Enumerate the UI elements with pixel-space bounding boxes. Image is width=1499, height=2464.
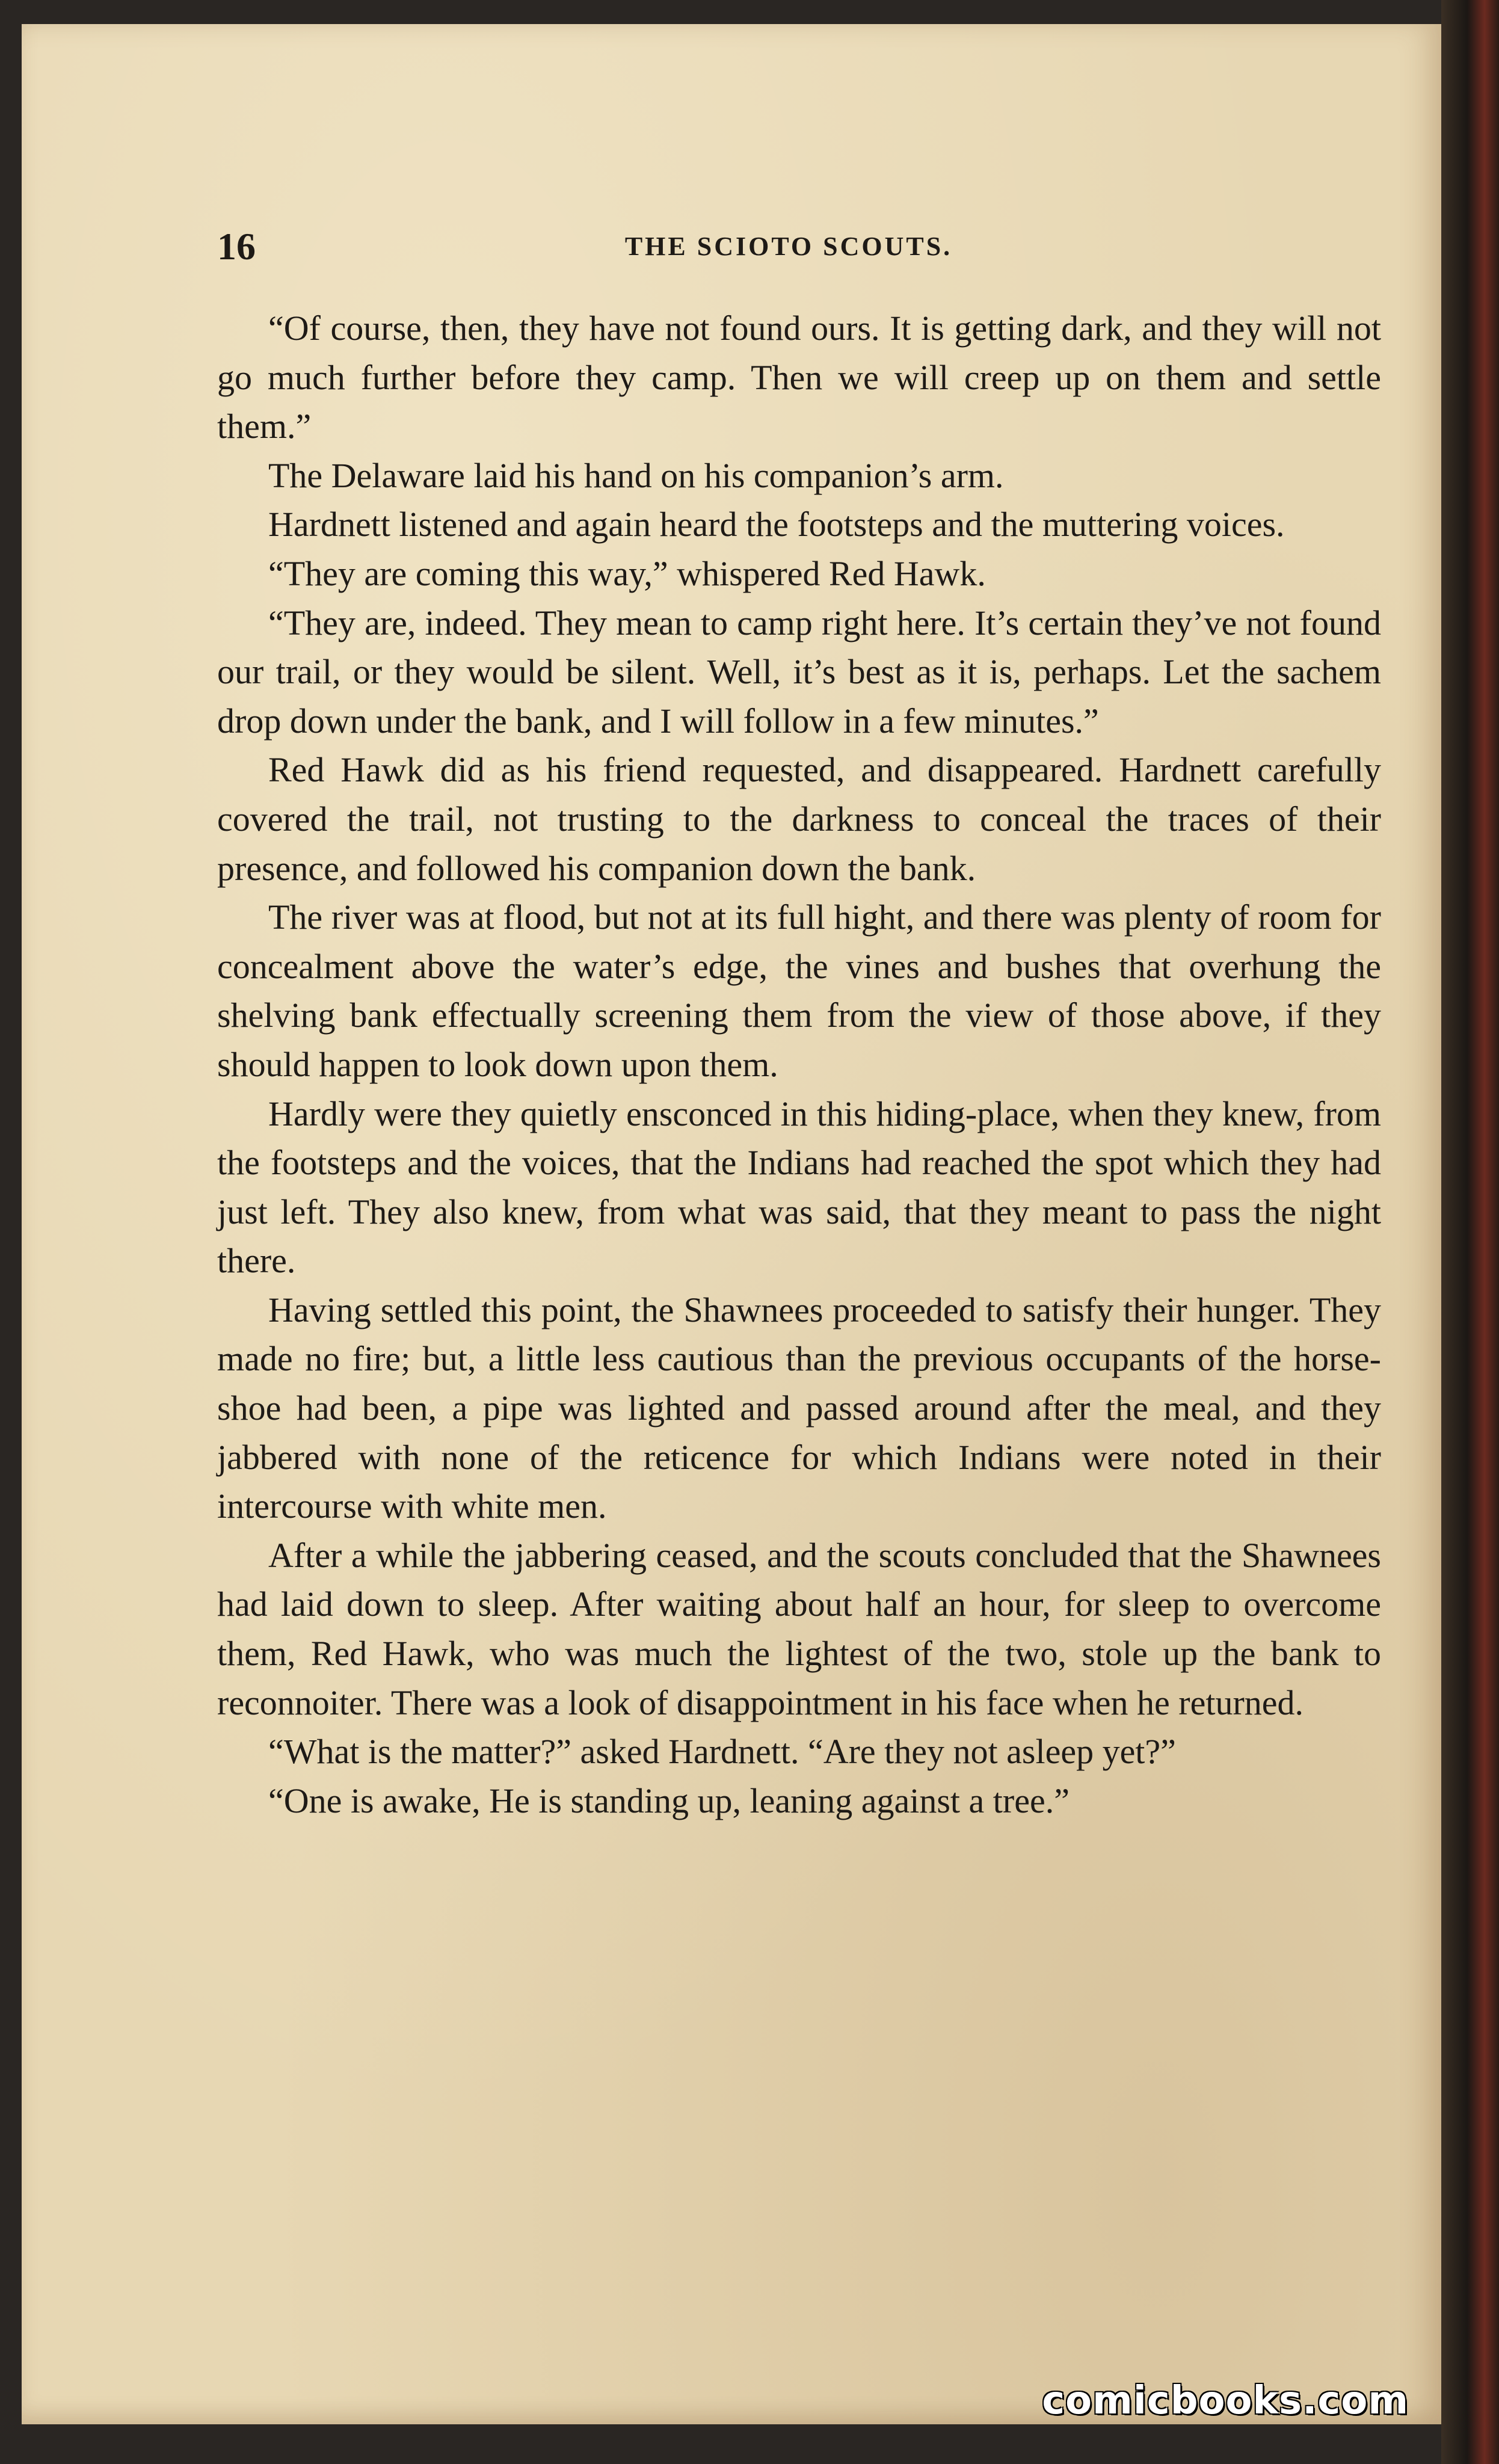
- page-number: 16: [217, 225, 256, 268]
- paragraph: “Of course, then, they have not found ours. It is getting dark, and they will not go much further before they camp. Then we will creep up on them and settle them.”: [217, 309, 1381, 446]
- paragraph: Having settled this point, the Shawnees proceeded to satisfy their hunger. They made no fire; but, a little less cautious than the previous occupants of the horse-shoe had been, a pipe was lighted and passed around after the meal, and they jabbered with none of the reticence for which Indians were noted in their intercourse with white men.: [217, 1290, 1381, 1526]
- watermark: comicbooks.com: [1042, 2379, 1409, 2423]
- paragraph: Red Hawk did as his friend requested, and disappeared. Hardnett carefully covered the trail, not trusting to the darkness to conceal the traces of their presence, and followed his companion down the bank.: [217, 750, 1381, 888]
- paragraph: “They are, indeed. They mean to camp right here. It’s certain they’ve not found our trail, or they would be silent. Well, it’s best as it is, perhaps. Let the sachem drop down under the bank, and I will follow in a few minutes.”: [217, 603, 1381, 741]
- body-text: [217, 304, 1381, 1825]
- book-page: [22, 24, 1441, 2424]
- paragraph: Hardnett listened and again heard the footsteps and the muttering voices.: [268, 505, 1285, 544]
- paragraph: “They are coming this way,” whispered Red Hawk.: [268, 553, 986, 593]
- paragraph: “One is awake, He is standing up, leaning against a tree.”: [268, 1781, 1070, 1820]
- running-title: THE SCIOTO SCOUTS.: [624, 232, 953, 261]
- paragraph: The Delaware laid his hand on his companion’s arm.: [268, 455, 1004, 495]
- paragraph: The river was at flood, but not at its full hight, and there was plenty of room for concealment above the water’s edge, the vines and bushes that overhung the shelving bank effectually screening them from the view of those above, if they should happen to look down upon them.: [217, 898, 1381, 1084]
- paragraph: After a while the jabbering ceased, and the scouts concluded that the Shawnees had laid down to sleep. After waiting about half an hour, for sleep to overcome them, Red Hawk, who was much the lightest of the two, stole up the bank to reconnoiter. There was a look of disappointment in his face when he returned.: [217, 1535, 1381, 1722]
- page-header: [193, 223, 1384, 271]
- book-spine: [1441, 0, 1499, 2464]
- paragraph: Hardly were they quietly ensconced in this hiding-place, when they knew, from the footsteps and the voices, that the Indians had reached the spot which they had just left. They also knew, from what was said, that they meant to pass the night there.: [217, 1094, 1381, 1281]
- paragraph: “What is the matter?” asked Hardnett. “Are they not asleep yet?”: [268, 1732, 1176, 1772]
